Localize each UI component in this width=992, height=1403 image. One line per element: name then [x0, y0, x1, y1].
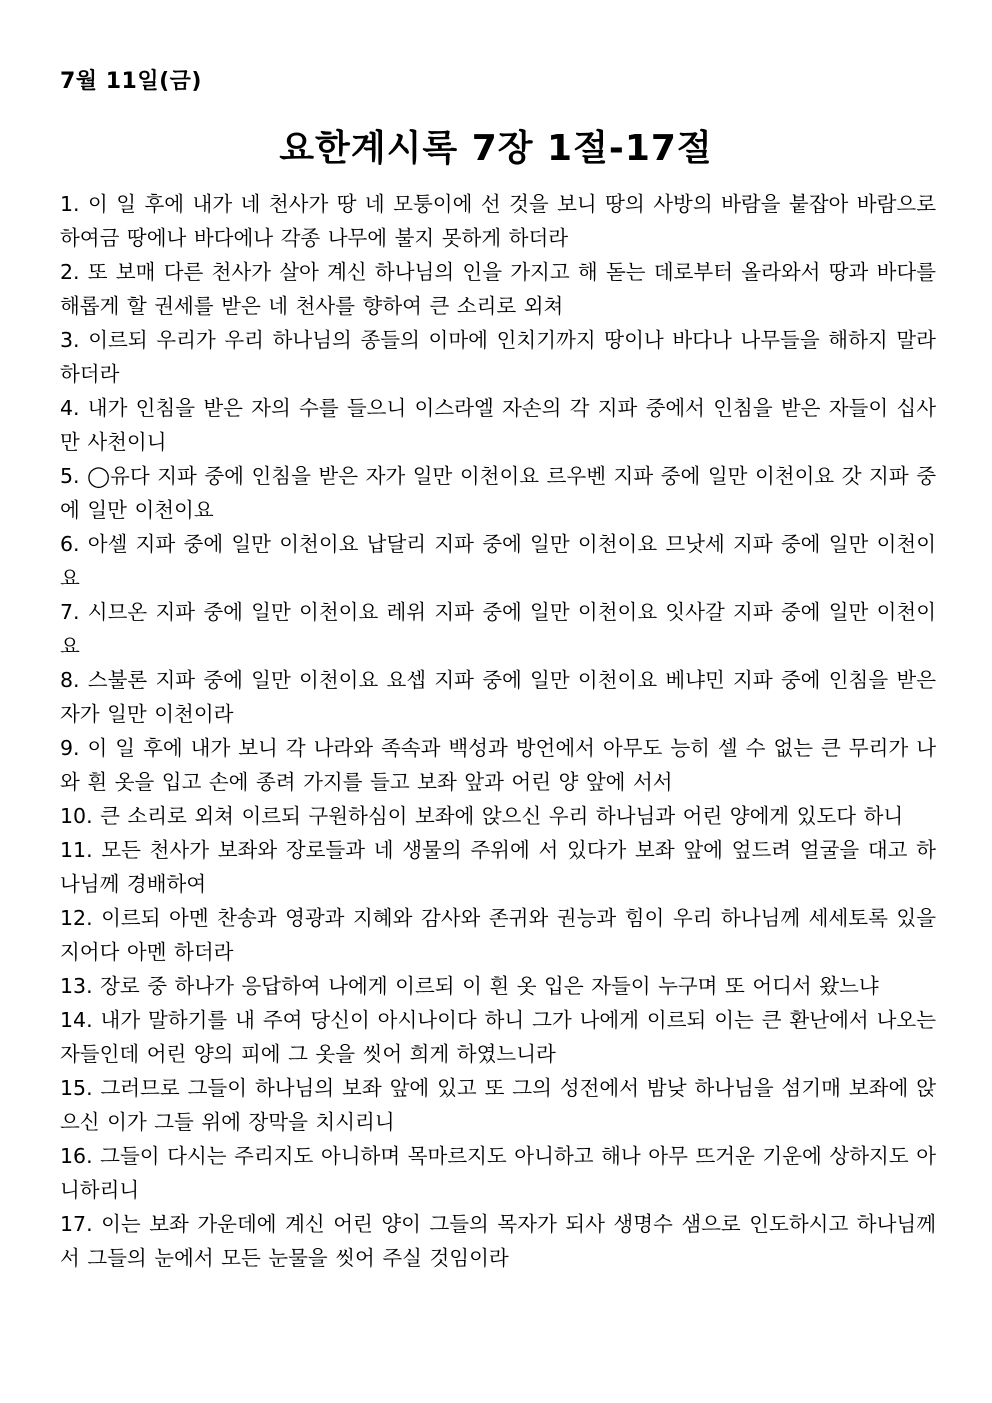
- verse-16: 16. 그들이 다시는 주리지도 아니하며 목마르지도 아니하고 해나 아무 뜨거운 기운에 상하지도 아니하리니: [60, 1144, 936, 1202]
- verse-2: 2. 또 보매 다른 천사가 살아 계신 하나님의 인을 가지고 해 돋는 데로부터 올라와서 땅과 바다를 해롭게 할 권세를 받은 네 천사를 향하여 큰 소리로 외쳐: [60, 260, 936, 318]
- verse-7: 7. 시므온 지파 중에 일만 이천이요 레위 지파 중에 일만 이천이요 잇사갈 지파 중에 일만 이천이요: [60, 600, 936, 658]
- verse-13: 13. 장로 중 하나가 응답하여 나에게 이르되 이 흰 옷 입은 자들이 누구며 또 어디서 왔느냐: [60, 974, 879, 998]
- verse-6: 6. 아셀 지파 중에 일만 이천이요 납달리 지파 중에 일만 이천이요 므낫세 지파 중에 일만 이천이요: [60, 532, 936, 590]
- verse-1: 1. 이 일 후에 내가 네 천사가 땅 네 모퉁이에 선 것을 보니 땅의 사방의 바람을 붙잡아 바람으로 하여금 땅에나 바다에나 각종 나무에 불지 못하게 하더라: [60, 192, 936, 250]
- verse-12: 12. 이르되 아멘 찬송과 영광과 지혜와 감사와 존귀와 권능과 힘이 우리 하나님께 세세토록 있을지어다 아멘 하더라: [60, 906, 936, 964]
- verse-list: [60, 187, 936, 1275]
- verse-3: 3. 이르되 우리가 우리 하나님의 종들의 이마에 인치기까지 땅이나 바다나 나무들을 해하지 말라 하더라: [60, 328, 936, 386]
- verse-15: 15. 그러므로 그들이 하나님의 보좌 앞에 있고 또 그의 성전에서 밤낮 하나님을 섬기매 보좌에 앉으신 이가 그들 위에 장막을 치시리니: [60, 1076, 936, 1134]
- page-title: 요한계시록 7장 1절-17절: [279, 128, 713, 169]
- verse-8: 8. 스불론 지파 중에 일만 이천이요 요셉 지파 중에 일만 이천이요 베냐민 지파 중에 인침을 받은 자가 일만 이천이라: [60, 668, 936, 726]
- verse-4: 4. 내가 인침을 받은 자의 수를 들으니 이스라엘 자손의 각 지파 중에서 인침을 받은 자들이 십사만 사천이니: [60, 396, 936, 454]
- verse-9: 9. 이 일 후에 내가 보니 각 나라와 족속과 백성과 방언에서 아무도 능히 셀 수 없는 큰 무리가 나와 흰 옷을 입고 손에 종려 가지를 들고 보좌 앞과 어린 양 앞에 서서: [60, 736, 936, 794]
- verse-17: 17. 이는 보좌 가운데에 계신 어린 양이 그들의 목자가 되사 생명수 샘으로 인도하시고 하나님께서 그들의 눈에서 모든 눈물을 씻어 주실 것임이라: [60, 1212, 936, 1270]
- date-heading: 7월 11일(금): [60, 69, 202, 94]
- verse-10: 10. 큰 소리로 외쳐 이르되 구원하심이 보좌에 앉으신 우리 하나님과 어린 양에게 있도다 하니: [60, 804, 904, 828]
- verse-14: 14. 내가 말하기를 내 주여 당신이 아시나이다 하니 그가 나에게 이르되 이는 큰 환난에서 나오는 자들인데 어린 양의 피에 그 옷을 씻어 희게 하였느니라: [60, 1008, 936, 1066]
- verse-11: 11. 모든 천사가 보좌와 장로들과 네 생물의 주위에 서 있다가 보좌 앞에 엎드려 얼굴을 대고 하나님께 경배하여: [60, 838, 936, 896]
- verse-5: 5. ◯유다 지파 중에 인침을 받은 자가 일만 이천이요 르우벤 지파 중에 일만 이천이요 갓 지파 중에 일만 이천이요: [60, 464, 936, 522]
